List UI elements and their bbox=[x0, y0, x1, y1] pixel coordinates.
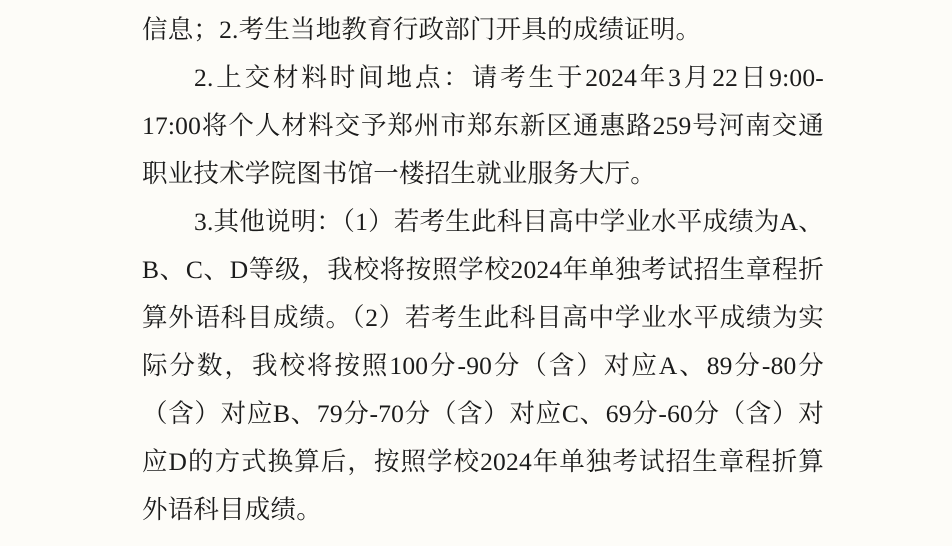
paragraph-continued-materials: 信息；2.考生当地教育行政部门开具的成绩证明。 bbox=[142, 15, 702, 44]
document-body bbox=[142, 6, 824, 534]
paragraph-other-notes: 3.其他说明：（1）若考生此科目高中学业水平成绩为A、B、C、D等级，我校将按照学校2024年单独考试招生章程折算外语科目成绩。（2）若考生此科目高中学业水平成绩为实际分数，我校将按照100分-90分（含）对应A、89分-80分（含）对应B、79分-70分（含）对应C、69分-60分（含）对应D的方式换算后，按照学校2024年单独考试招生章程折算外语科目成绩。 bbox=[142, 207, 824, 524]
paragraph-submission-time-place: 2.上交材料时间地点：请考生于2024年3月22日9:00-17:00将个人材料交予郑州市郑东新区通惠路259号河南交通职业技术学院图书馆一楼招生就业服务大厅。 bbox=[142, 63, 824, 188]
